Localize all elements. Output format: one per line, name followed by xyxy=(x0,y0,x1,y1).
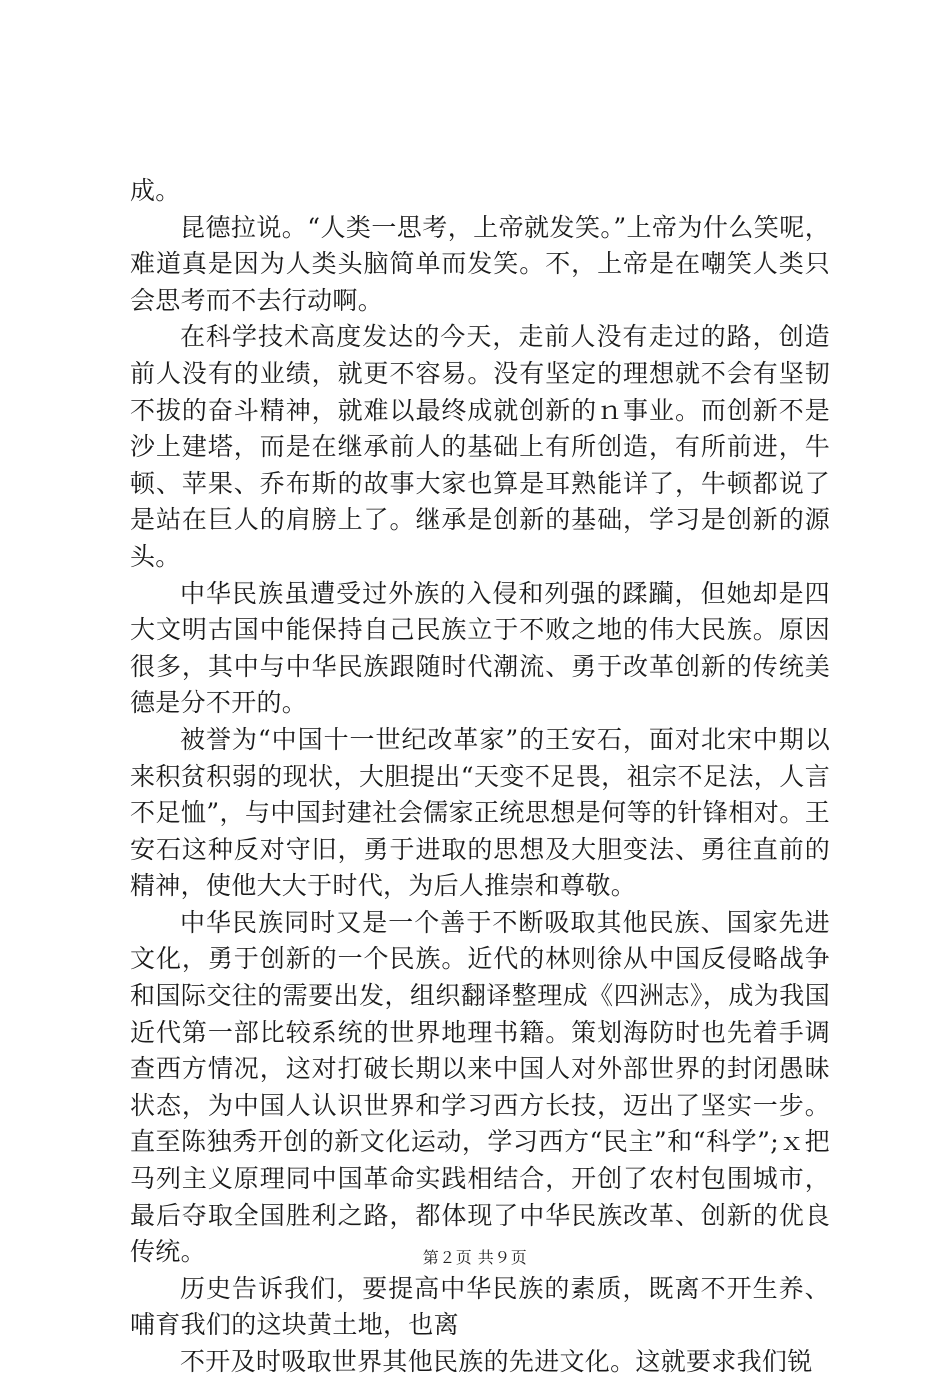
paragraph: 成。 xyxy=(130,176,181,205)
paragraph: 不开及时吸取世界其他民族的先进文化。这就要求我们锐 xyxy=(180,1347,813,1376)
paragraph: 中华民族虽遭受过外族的入侵和列强的蹂躏，但她却是四大文明古国中能保持自己民族立于不败之地的伟大民族。原因很多，其中与中华民族跟随时代潮流、勇于改革创新的传统美德是分不开的。 xyxy=(130,578,830,718)
paragraph: 历史告诉我们，要提高中华民族的素质，既离不开生养、哺育我们的这块黄土地，也离 xyxy=(130,1273,830,1340)
page-number-footer: 第２页 共９页 xyxy=(422,1248,528,1267)
paragraph: 昆德拉说。“人类一思考，上帝就发笑。”上帝为什么笑呢，难道真是因为人类头脑简单而发笑。不，上帝是在嘲笑人类只会思考而不去行动啊。 xyxy=(130,212,830,315)
document-body xyxy=(130,173,830,1381)
paragraph: 在科学技术高度发达的今天，走前人没有走过的路，创造前人没有的业绩，就更不容易。没有坚定的理想就不会有坚韧不拔的奋斗精神，就难以最终成就创新的ｎ事业。而创新不是沙上建塔，而是在继承前人的基础上有所创造，有所前进，牛顿、苹果、乔布斯的故事大家也算是耳熟能详了，牛顿都说了是站在巨人的肩膀上了。继承是创新的基础，学习是创新的源头。 xyxy=(130,322,830,571)
paragraph: 中华民族同时又是一个善于不断吸取其他民族、国家先进文化，勇于创新的一个民族。近代的林则徐从中国反侵略战争和国际交往的需要出发，组织翻译整理成《四洲志》，成为我国近代第一部比较系统的世界地理书籍。策划海防时也先着手调查西方情况，这对打破长期以来中国人对外部世界的封闭愚昧状态，为中国人认识世界和学习西方长技，迈出了坚实一步。直至陈独秀开创的新文化运动，学习西方“民主”和“科学”;ｘ把马列主义原理同中国革命实践相结合，开创了农村包围城市，最后夺取全国胜利之路，都体现了中华民族改革、创新的优良传统。 xyxy=(130,907,830,1267)
paragraph: 被誉为“中国十一世纪改革家”的王安石，面对北宋中期以来积贫积弱的现状，大胆提出“天变不足畏，祖宗不足法，人言不足恤”，与中国封建社会儒家正统思想是何等的针锋相对。王安石这种反对守旧，勇于进取的思想及大胆变法、勇往直前的精神，使他大大于时代，为后人推崇和尊敬。 xyxy=(130,724,830,901)
